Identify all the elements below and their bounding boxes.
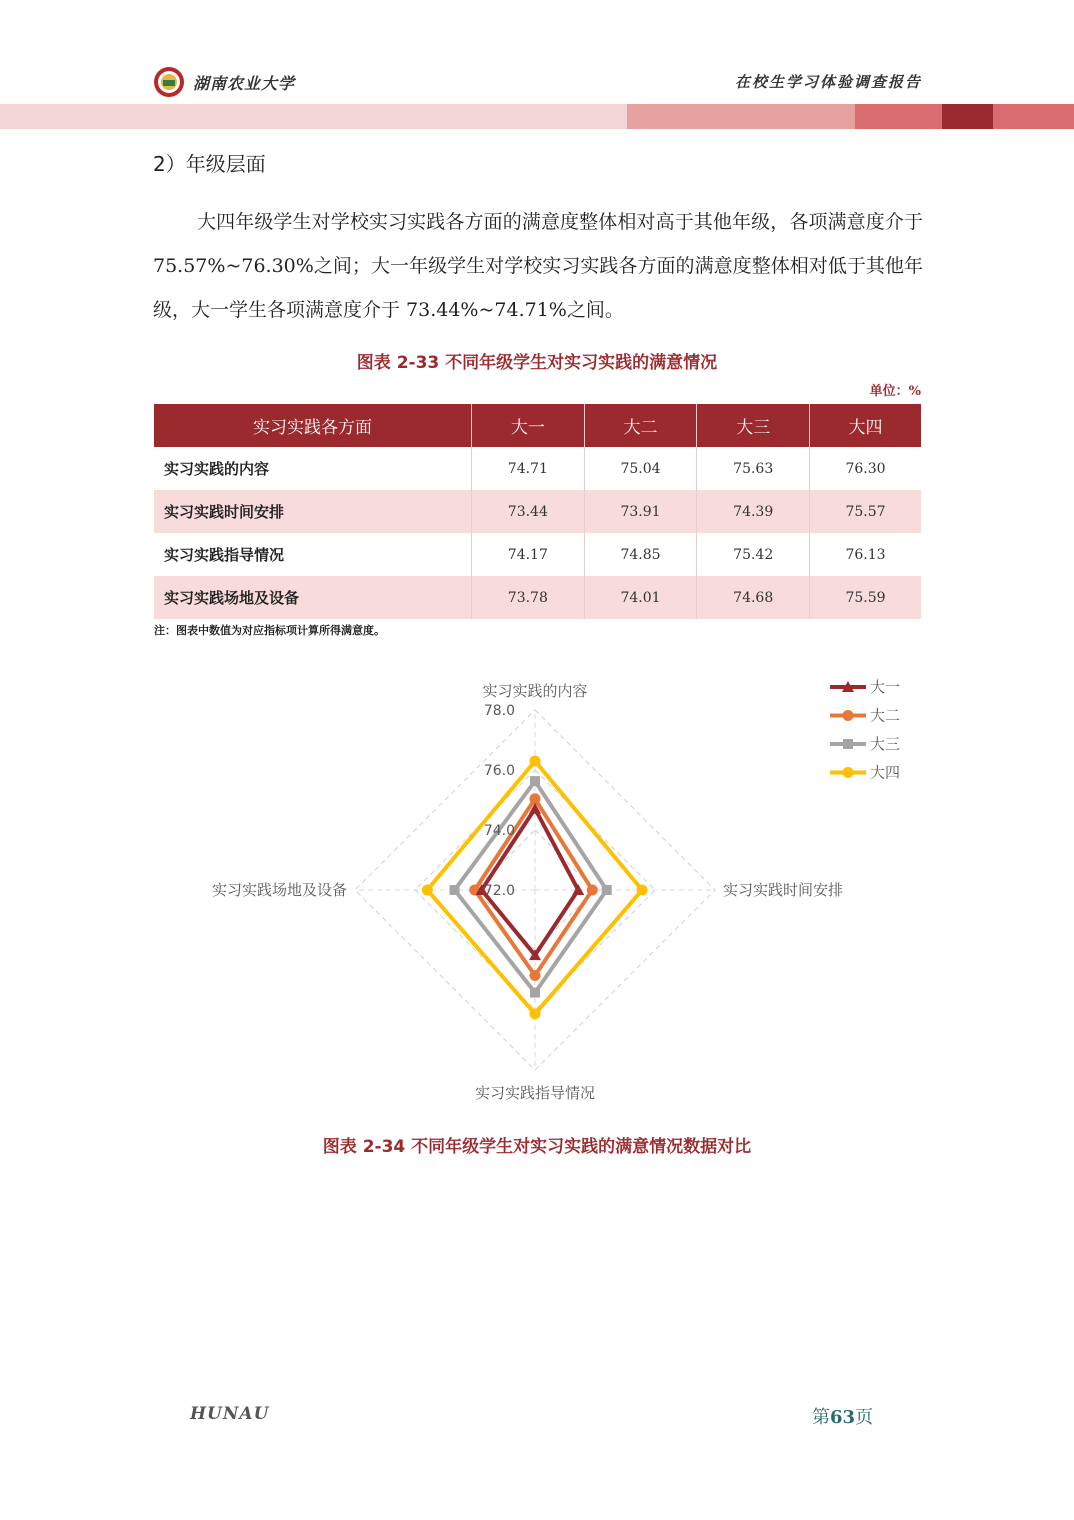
radar-point (530, 776, 540, 786)
section-title: 2）年级层面 (153, 152, 266, 176)
page-suffix: 页 (855, 1407, 874, 1428)
table-caption: 图表 2-33 不同年级学生对实习实践的满意情况 (356, 353, 718, 373)
table-row-label: 实习实践的内容 (154, 447, 472, 490)
radar-point (530, 793, 541, 804)
section-paragraph: 大四年级学生对学校实习实践各方面的满意度整体相对高于其他年级，各项满意度介于 75.57%~76.30%之间；大一年级学生对学校实习实践各方面的满意度整体相对低于其他年级，大一学生各项满意度介于 73.44%~74.71%之间。 (153, 211, 923, 321)
table-cell: 74.17 (472, 533, 585, 576)
table-cell: 76.30 (810, 447, 921, 490)
table-cell: 74.68 (697, 576, 810, 619)
header-band-rose (855, 104, 942, 129)
table-cell: 74.39 (697, 490, 810, 533)
table-cell: 73.78 (472, 576, 585, 619)
legend-label: 大三 (870, 735, 901, 753)
table-unit: 单位：% (869, 384, 921, 399)
radar-point (602, 885, 612, 895)
radar-tick-label: 78.0 (483, 703, 515, 719)
legend-marker (843, 710, 854, 721)
page-prefix: 第 (812, 1407, 830, 1428)
radar-axis-label: 实习实践场地及设备 (211, 881, 347, 899)
table-cell: 75.63 (697, 447, 810, 490)
table-cell: 74.85 (584, 533, 697, 576)
table-note: 注：图表中数值为对应指标项计算所得满意度。 (154, 624, 385, 637)
legend-label: 大二 (870, 706, 901, 725)
school-name: 湖南农业大学 (193, 74, 296, 93)
page-number-value: 63 (830, 1407, 856, 1428)
radar-point (530, 988, 540, 998)
table-cell: 74.01 (584, 576, 697, 619)
radar-point (637, 885, 648, 896)
table-cell: 75.04 (584, 447, 697, 490)
university-logo-icon (153, 66, 185, 98)
radar-axis-label: 实习实践指导情况 (474, 1084, 596, 1102)
chart-caption: 图表 2-34 不同年级学生对实习实践的满意情况数据对比 (322, 1137, 752, 1157)
header-band-maroon (942, 104, 993, 129)
table-header-cell: 大四 (810, 404, 921, 447)
table-cell: 73.91 (584, 490, 697, 533)
table-row (154, 447, 921, 490)
table-header-cell: 大二 (584, 404, 697, 447)
legend-label: 大一 (870, 678, 901, 696)
satisfaction-table (154, 404, 921, 619)
legend-marker (843, 739, 853, 749)
table-cell: 74.71 (472, 447, 585, 490)
radar-point (530, 756, 541, 767)
page-number (812, 1403, 873, 1429)
radar-tick-label: 72.0 (483, 883, 515, 899)
footer-logo: HUNAU (190, 1404, 270, 1424)
radar-tick-label: 74.0 (483, 823, 515, 839)
radar-chart (150, 660, 930, 1110)
header-band-light (0, 104, 627, 129)
table-row (154, 490, 921, 533)
radar-point (530, 970, 541, 981)
legend-label: 大四 (870, 763, 901, 782)
table-cell: 75.57 (810, 490, 921, 533)
table-cell: 75.59 (810, 576, 921, 619)
table-row (154, 533, 921, 576)
table-header-row (154, 404, 921, 447)
report-name: 在校生学习体验调查报告 (734, 73, 922, 91)
radar-point (530, 1008, 541, 1019)
header-band-mid (627, 104, 855, 129)
table-row (154, 576, 921, 619)
radar-point (450, 885, 460, 895)
radar-tick-label: 76.0 (483, 763, 515, 779)
table-cell: 75.42 (697, 533, 810, 576)
table-cell: 73.44 (472, 490, 585, 533)
radar-axis-label: 实习实践时间安排 (723, 881, 844, 899)
page-header (0, 0, 1074, 130)
table-row-label: 实习实践场地及设备 (154, 576, 472, 619)
radar-axis-label: 实习实践的内容 (482, 682, 588, 700)
radar-point (422, 885, 433, 896)
table-header-cell: 大三 (697, 404, 810, 447)
radar-point (587, 885, 598, 896)
table-row-label: 实习实践时间安排 (154, 490, 472, 533)
table-header-cell: 大一 (472, 404, 585, 447)
table-row-label: 实习实践指导情况 (154, 533, 472, 576)
header-band-rose-end (993, 104, 1074, 129)
table-header-cell: 实习实践各方面 (154, 404, 472, 447)
legend-marker (843, 767, 854, 778)
table-cell: 76.13 (810, 533, 921, 576)
